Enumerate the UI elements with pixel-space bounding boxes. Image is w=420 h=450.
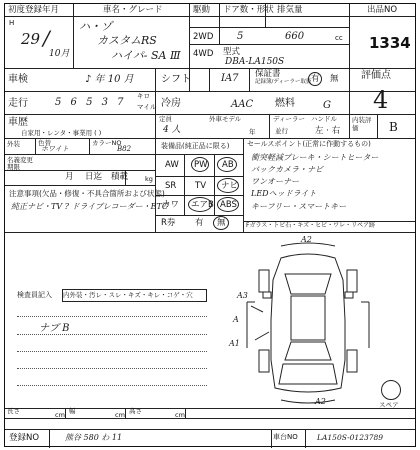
circle-ab [217, 157, 237, 172]
inspector-options-box [62, 289, 207, 302]
hw-color: ホワイト [41, 145, 69, 153]
history-label: 車歴 [8, 117, 28, 128]
circle-abs [217, 197, 239, 212]
mark-yes: 有 [311, 74, 320, 84]
eq-sr: SR [165, 181, 177, 191]
spare-tire-icon [381, 380, 401, 400]
glass-row: Fガラス・トビ石・キズ・ヒビ・ワレ・リペア跡 [246, 222, 376, 229]
eq-airbag: エアB [191, 200, 214, 210]
hw-inspection: ♪ 年 10 月 [85, 74, 134, 85]
chassis-label: 車台NO [273, 433, 298, 441]
notes-label: 注意事項(欠品・修復・不具合箇所および状態) [9, 189, 165, 198]
displacement-label: 排気量 [277, 5, 303, 15]
eq-ab: AB [222, 160, 234, 170]
hw-month: 10月 [49, 49, 70, 59]
hw-model: DBA-LA150S [225, 57, 285, 67]
history-types: 自家用・レンタ・事業用 ( ) [21, 129, 102, 137]
hw-capacity: 4 人 [163, 125, 181, 135]
yes-circle [308, 72, 322, 86]
first-reg-label: 初度登録年月 [8, 5, 60, 15]
circle-airbag [188, 197, 212, 212]
hw-mileage: 5 6 5 3 7 [55, 97, 127, 108]
hw-reg: 熊谷 580 わ 11 [65, 433, 123, 442]
changes-kg: kg [145, 175, 153, 183]
year-suffix: 年 [249, 128, 256, 136]
sales-line-3: ワンオーナー [251, 177, 299, 186]
capacity-label: 定員 [159, 115, 172, 123]
ext-label: 外装 [7, 140, 20, 148]
fuel-label: 燃料 [275, 98, 295, 109]
hw-color-no: B82 [117, 145, 132, 153]
hw-fuel: G [323, 100, 331, 111]
mile-label: マイル [137, 103, 157, 111]
drive-2wd: 2WD [193, 32, 214, 42]
width-cm: cm [115, 411, 125, 419]
changes-loaded: 積載 [111, 172, 129, 182]
dealer-label: ディーラー [273, 115, 305, 123]
eq-leather: カワ [162, 200, 180, 210]
lot-number: 1334 [369, 34, 411, 52]
hw-notes: 純正ナビ・TV ? ドライブレコーダー・ETC [11, 202, 168, 211]
sales-line-4: LEDヘッドライト [251, 189, 317, 198]
diagram-a: A [233, 315, 239, 324]
width-label: 幅 [69, 407, 76, 415]
score-value: 4 [373, 86, 389, 114]
sales-line-5: キーフリー・スマートキー [251, 202, 347, 211]
ac-label: 冷房 [161, 98, 181, 109]
lot-label: 出品NO [367, 5, 398, 15]
era-mark: H [9, 19, 15, 27]
diagram-a1: A1 [229, 339, 240, 348]
mileage-label: 走行 [8, 98, 28, 109]
sales-title: セールスポイント(正常に作動するもの) [247, 140, 371, 148]
hw-doors: 5 [237, 31, 244, 42]
score-label: 評価点 [361, 70, 391, 81]
interior-score: B [389, 120, 398, 134]
model-label: 型式 [223, 47, 241, 57]
hw-inspector: ナブ B [39, 323, 70, 334]
hw-cc: 660 [285, 31, 305, 42]
height-cm: cm [175, 411, 185, 419]
drive-label: 駆動 [193, 5, 211, 15]
diagram-a2-top: A2 [301, 235, 312, 244]
inspector-label: 検査員記入 [17, 291, 52, 299]
slash: / [43, 26, 50, 50]
hw-name2: カスタムRS [97, 34, 157, 47]
equipment-title: 装備品(純正品に限る) [161, 142, 230, 150]
ext-model-label: 外車モデル [209, 115, 242, 123]
hw-grade: ハイパ- SA Ⅲ [111, 49, 181, 62]
hw-name1: ハ・ゾ [79, 20, 112, 33]
hw-chassis: LA150S-0123789 [317, 433, 384, 442]
hw-shift: IA7 [221, 73, 239, 84]
height-label: 高さ [129, 407, 142, 415]
circle-no [213, 216, 229, 230]
eq-abs: ABS [220, 200, 237, 210]
eq-tv: TV [195, 181, 207, 191]
handle-options: 左 · 右 [315, 126, 341, 136]
original-label: 色替 [38, 139, 51, 147]
reg-label: 登録NO [9, 433, 40, 443]
hw-dealer: 並行 [275, 127, 288, 135]
car-name-label: 車名・グレード [103, 5, 163, 15]
inspection-label: 車検 [8, 74, 28, 85]
changes-month: 月 [65, 172, 74, 182]
eq-r-ticket: R券 [161, 218, 176, 228]
mark-no: 無 [330, 74, 339, 84]
handle-label: ハンドル [311, 115, 337, 123]
interior-label: 内装評価 [352, 116, 372, 132]
drive-4wd: 4WD [193, 49, 214, 59]
cc-unit: cc [335, 34, 343, 42]
auction-sheet [4, 3, 416, 447]
eq-yes: 有 [195, 218, 204, 228]
hw-ac: AAC [231, 99, 254, 110]
shift-label: シフト [161, 74, 191, 85]
circle-navi [217, 178, 239, 193]
eq-no: 無 [217, 218, 226, 228]
length-label: 長さ [7, 407, 20, 415]
eq-aw: AW [165, 160, 179, 170]
sales-line-2: バックカメラ・ナビ [251, 165, 323, 174]
changes-label: 名義変更期限 [7, 156, 33, 172]
eq-pw: PW [194, 160, 208, 170]
warranty-sub: 記録簿/ディーラー取扱 [255, 79, 312, 85]
doors-label: ドア数・形状 [223, 5, 274, 15]
diagram-a3: A3 [237, 291, 248, 300]
length-cm: cm [55, 411, 65, 419]
sales-line-1: 衝突軽減ブレーキ・シートヒーター [251, 153, 379, 162]
warranty-label: 保証書 [255, 69, 281, 79]
eq-navi: ナビ [221, 181, 239, 191]
car-diagram [233, 240, 383, 408]
color-no-label: カラーNO [92, 139, 122, 147]
changes-day: 日迄 [85, 172, 103, 182]
circle-pw [191, 157, 209, 172]
inspector-options: 内外装・汚レ・スレ・キズ・キレ・コゲ・穴 [63, 291, 193, 299]
hw-year: 29 [21, 30, 41, 48]
km-label: キロ [137, 92, 150, 100]
spare-label: スペア [379, 401, 399, 409]
diagram-a2-bottom: A2 [315, 397, 326, 406]
